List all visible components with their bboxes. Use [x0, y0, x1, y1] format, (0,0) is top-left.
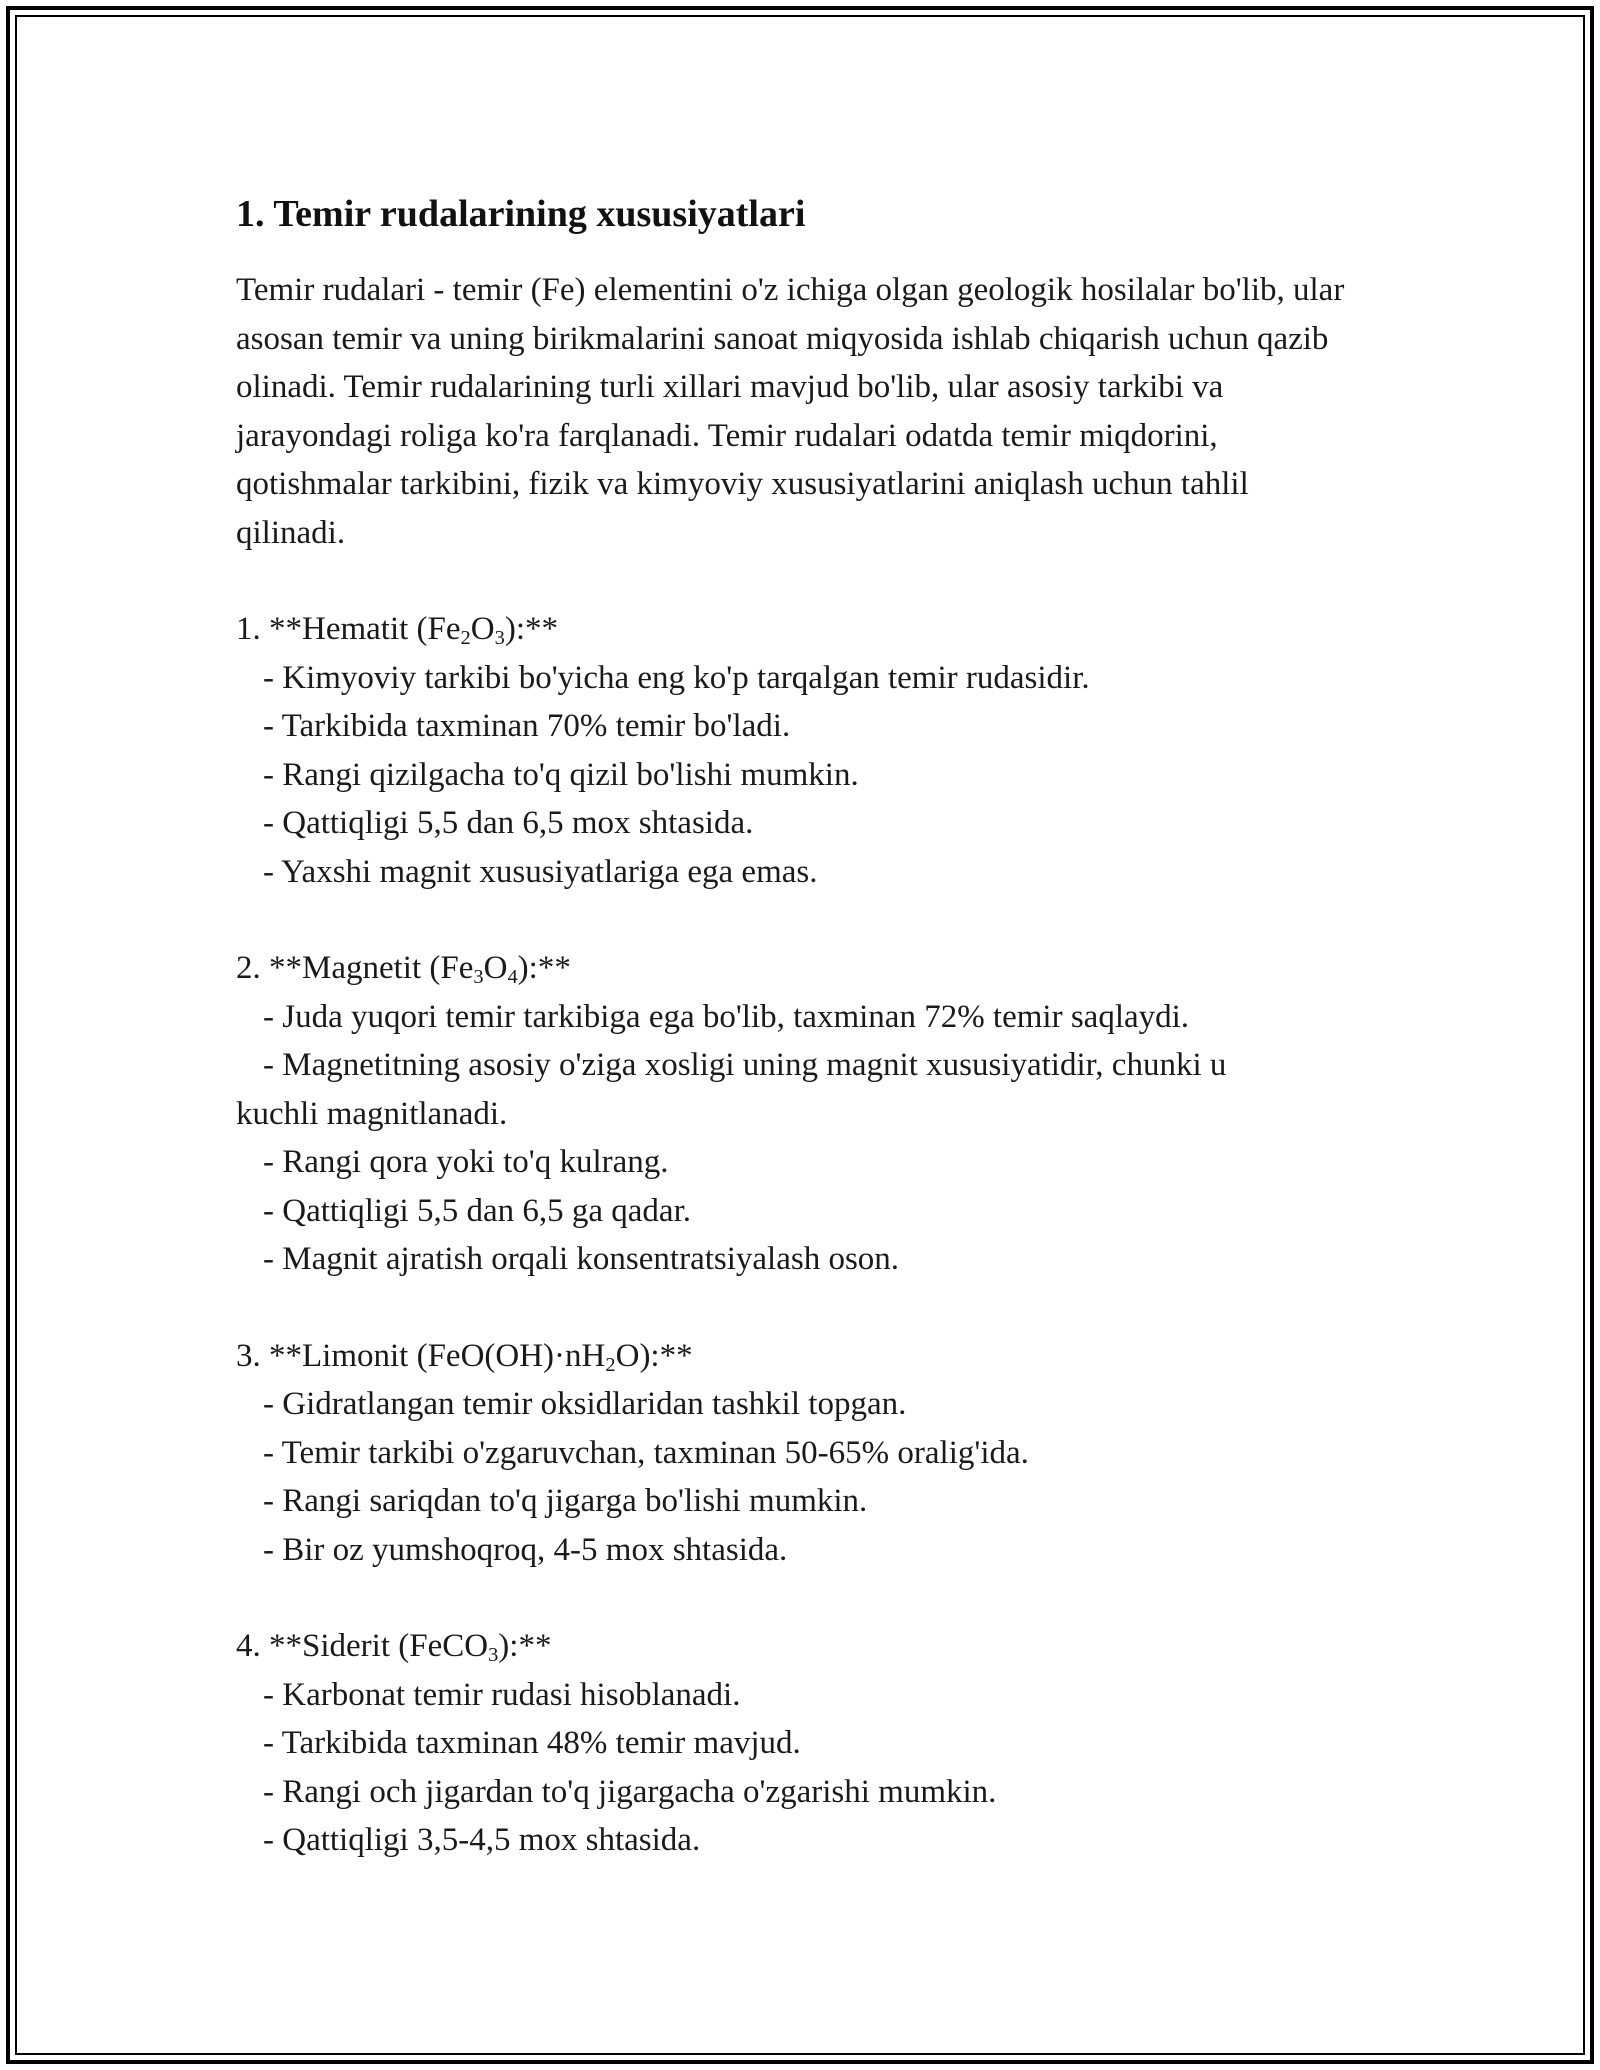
ore-title: 1. **Hematit $(Fe_2O_3):**$: [236, 611, 558, 650]
ore-property: - Rangi sariqdan to'q jigarga bo'lishi mumkin.: [263, 1483, 868, 1519]
ore-title: 3. **Limonit $(FeO(OH)\cdot nH_2O):**$: [236, 1337, 693, 1376]
ore-section-hematit: [236, 605, 1356, 896]
ore-property: - Karbonat temir rudasi hisoblanadi.: [263, 1676, 741, 1713]
ore-property: - Magnit ajratish orqali konsentratsiyalash oson.: [263, 1241, 900, 1277]
ore-section-siderit: [236, 1622, 1356, 1865]
ore-property: - Rangi qora yoki to'q kulrang.: [263, 1144, 669, 1180]
ore-section-limonit: [236, 1332, 1356, 1575]
ore-property: - Tarkibida taxminan 48% temir mavjud.: [263, 1725, 801, 1761]
ore-property-continuation: kuchli magnitlanadi.: [236, 1095, 508, 1132]
ore-property: - Temir tarkibi o'zgaruvchan, taxminan 50-65% oralig'ida.: [263, 1434, 1029, 1471]
ore-property: - Rangi och jigardan to'q jigargacha o'zgarishi mumkin.: [263, 1773, 997, 1810]
ore-property: - Kimyoviy tarkibi bo'yicha eng ko'p tarqalgan temir rudasidir.: [263, 659, 1090, 696]
ore-property: - Yaxshi magnit xususiyatlariga ega emas.: [263, 853, 818, 890]
ore-property: - Qattiqligi 5,5 dan 6,5 ga qadar.: [263, 1192, 691, 1229]
document-body: [236, 186, 1356, 1913]
ore-property: - Juda yuqori temir tarkibiga ega bo'lib, taxminan 72% temir saqlaydi.: [263, 998, 1190, 1035]
ore-property: - Magnetitning asosiy o'ziga xosligi uning magnit xususiyatidir, chunki u: [263, 1047, 1227, 1083]
ore-property: - Bir oz yumshoqroq, 4-5 mox shtasida.: [263, 1531, 788, 1568]
ore-title: 4. **Siderit (FeCO$_3$):**: [236, 1628, 552, 1667]
ore-property: - Qattiqligi 5,5 dan 6,5 mox shtasida.: [263, 805, 754, 841]
intro-paragraph: Temir rudalari - temir (Fe) elementini o'z ichiga olgan geologik hosilalar bo'lib, ular asosan temir va uning birikmalarini sanoat miqyosida ishlab chiqarish uchun qazib olinadi. Temir rudalarining turli xillari mavjud bo'lib, ular asosiy tarkibi va jarayondagi roliga ko'ra farqlanadi. Temir rudalari odatda temir miqdorini, qotishmalar tarkibini, fizik va kimyoviy xususiyatlarini aniqlash uchun tahlil qilinadi.: [236, 272, 1345, 551]
ore-property: - Tarkibida taxminan 70% temir bo'ladi.: [263, 708, 791, 744]
ore-property: - Rangi qizilgacha to'q qizil bo'lishi mumkin.: [263, 756, 859, 793]
section-heading: 1. Temir rudalarining xususiyatlari: [236, 193, 806, 235]
ore-section-magnetit: [236, 944, 1356, 1284]
ore-title: 2. **Magnetit $(Fe_3O_4):**$: [236, 950, 571, 989]
ore-property: - Gidratlangan temir oksidlaridan tashkil topgan.: [263, 1386, 907, 1422]
ore-property: - Qattiqligi 3,5-4,5 mox shtasida.: [263, 1822, 701, 1858]
